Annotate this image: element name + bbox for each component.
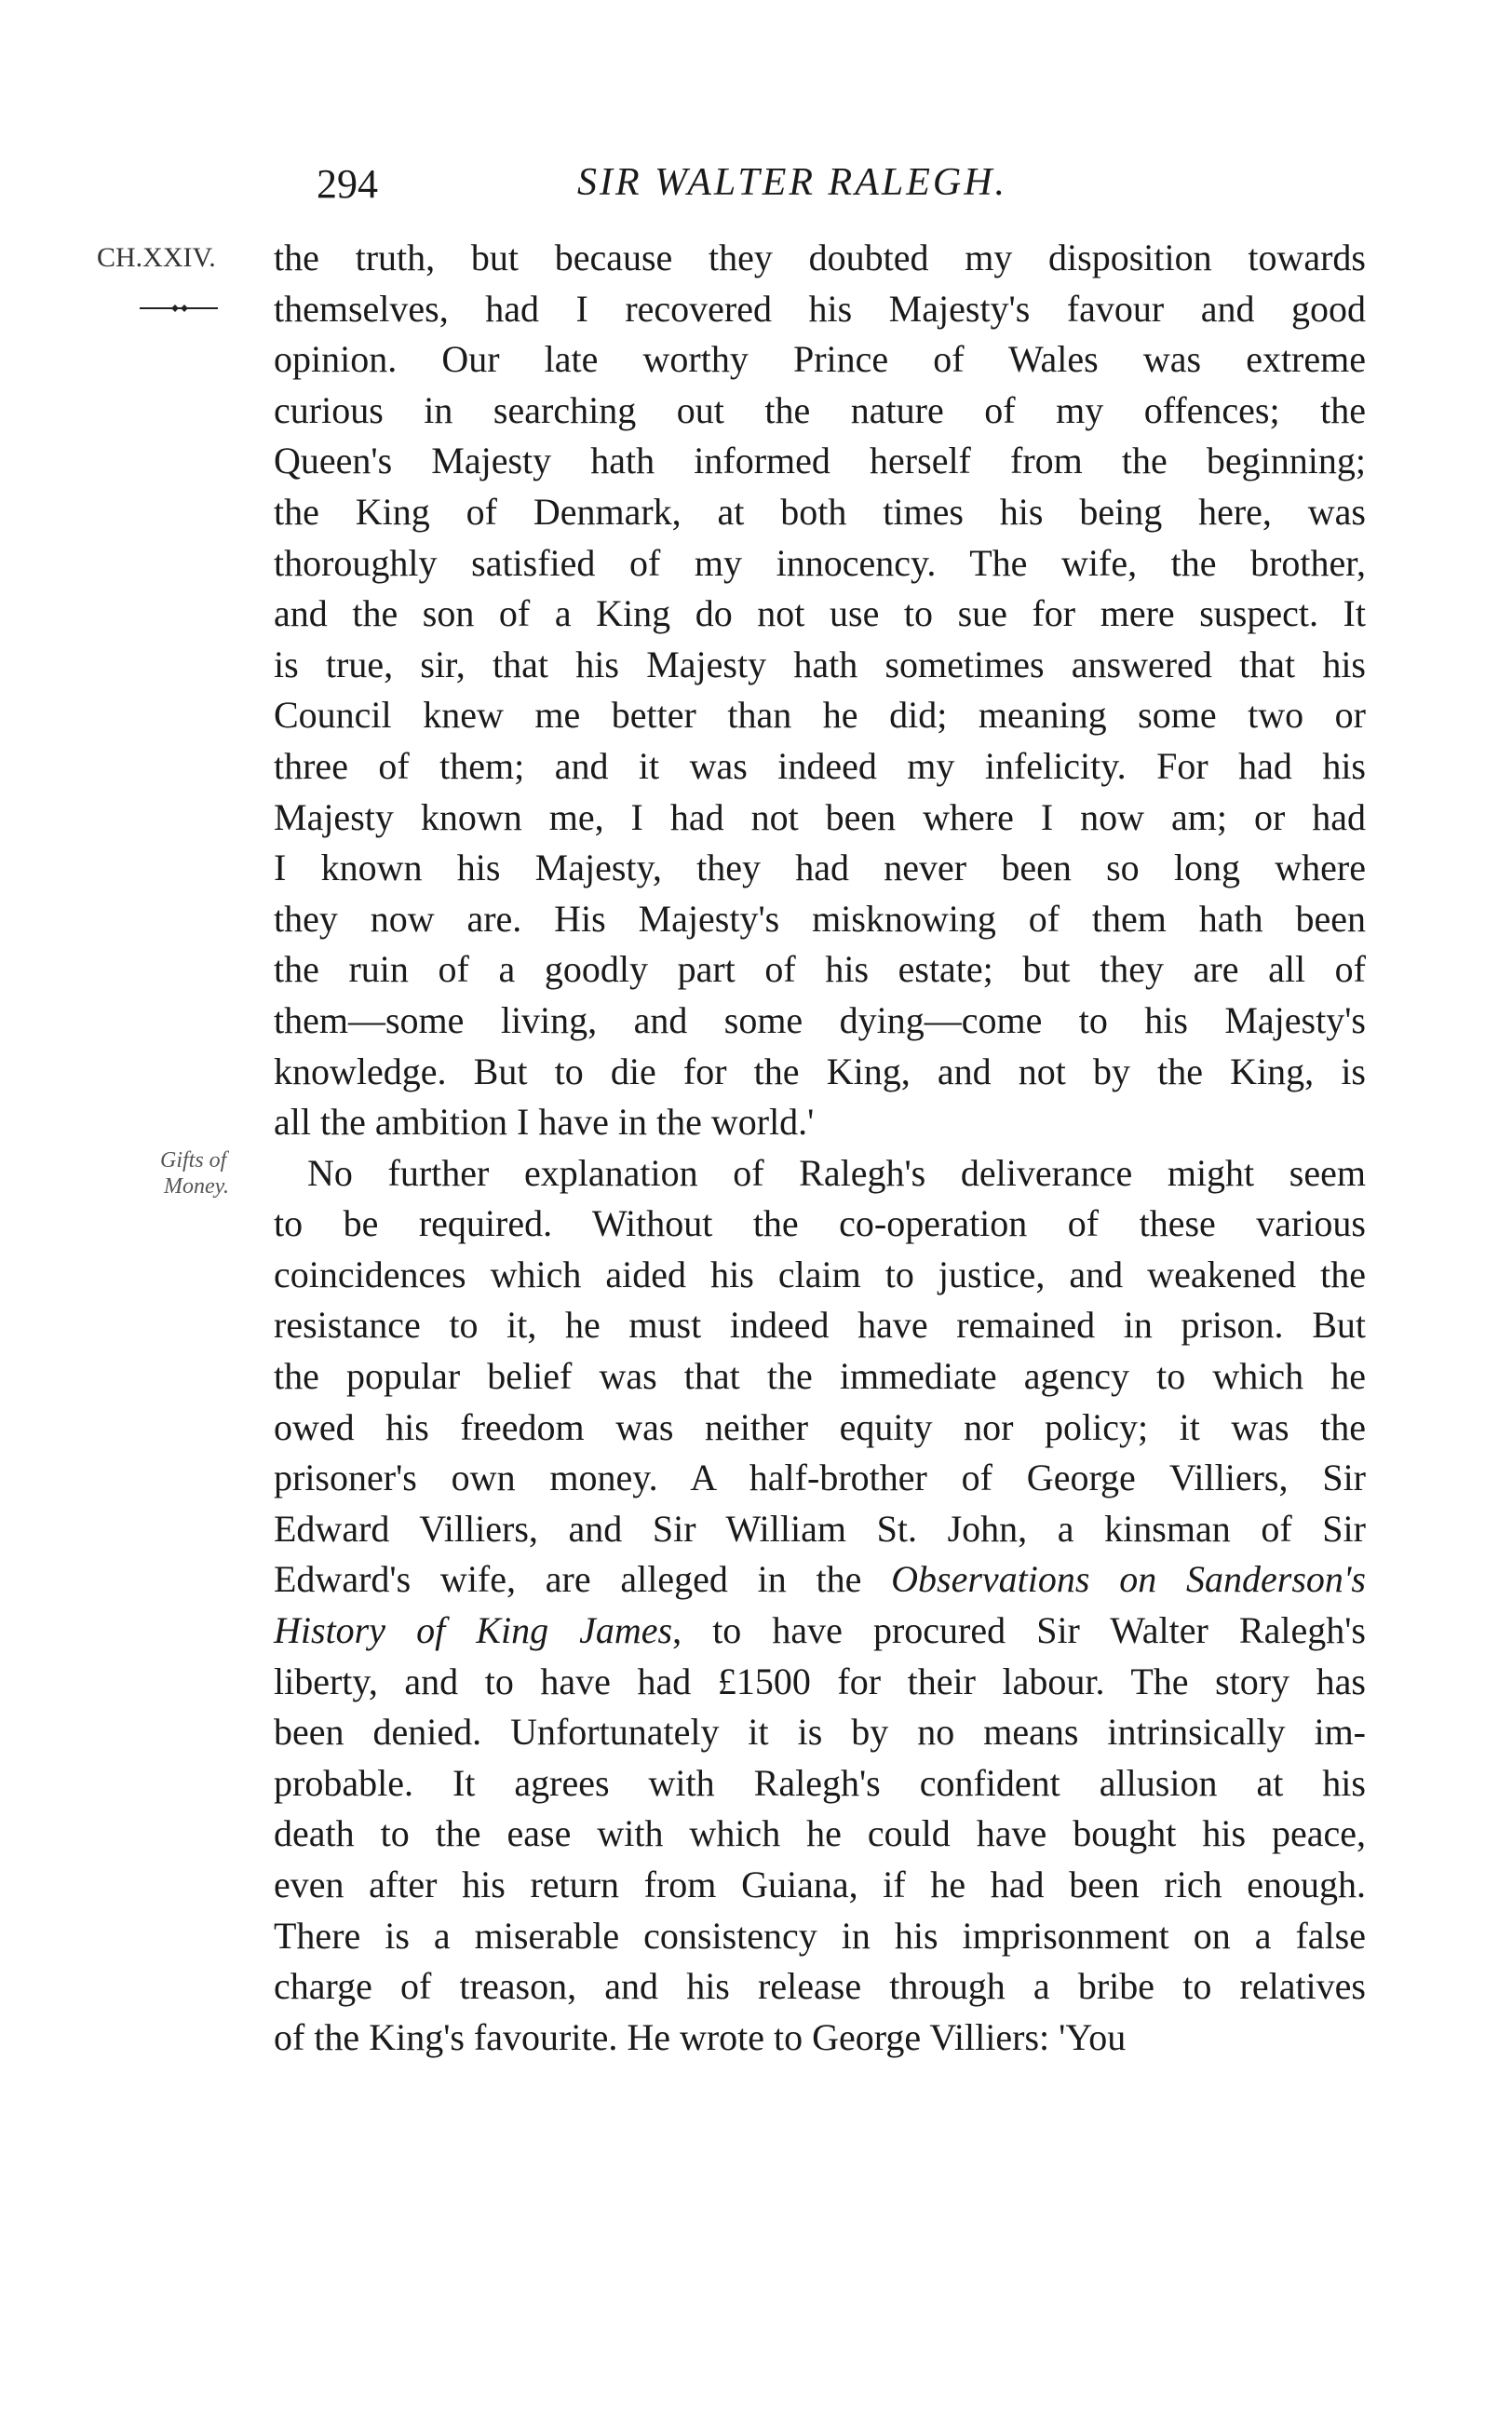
line-text: prisoner's own money. A half-brother of George Villiers, Sir [274,1457,1366,1499]
line-text: Edward Villiers, and Sir William St. John, a kinsman of Sir [274,1507,1366,1550]
italic-title-text: Observations on Sanderson's [891,1558,1366,1601]
text-line [274,1809,1366,1860]
line-text: coincidences which aided his claim to justice, and weakened the [274,1253,1366,1295]
text-line [274,1300,1366,1351]
side-note-line: Gifts of [160,1148,227,1173]
line-text: No further explanation of Ralegh's deliverance might seem [307,1151,1366,1194]
line-text: been denied. Unfortunately it is by no means intrinsically im- [274,1711,1366,1754]
text-line [274,1250,1366,1301]
text-line [274,1148,1366,1200]
line-text: the King of Denmark, at both times his being here, was [274,490,1366,533]
text-line [274,487,1366,538]
text-line [274,284,1366,335]
text-line [274,1351,1366,1403]
text-line [274,996,1366,1047]
ornament-icon [140,304,218,313]
line-text: is true, sir, that his Majesty hath sometimes answered that his [274,643,1366,685]
text-line [274,793,1366,844]
line-text: even after his return from Guiana, if he had been rich enough. [274,1864,1366,1905]
line-text: I known his Majesty, they had never been so long where [274,847,1366,889]
text-line [274,1606,1366,1657]
line-text: liberty, and to have had £1500 for their labour. The story has [274,1660,1366,1702]
text-line [274,233,1366,284]
line-text: the truth, but because they doubted my disposition towards [274,237,1366,278]
line-text: Council knew me better than he did; meaning some two or [274,694,1366,737]
line-text: them—some living, and some dying—come to his Majesty's [274,998,1366,1041]
line-text: resistance to it, he must indeed have remained in prison. But [274,1304,1366,1347]
text-line [274,1860,1366,1911]
text-line [274,1758,1366,1810]
line-text: There is a miserable consistency in his imprisonment on a false [274,1914,1366,1957]
text-line [274,944,1366,996]
line-text: , to have procured Sir Walter Ralegh's [672,1609,1366,1652]
line-text: owed his freedom was neither equity nor policy; it was the [274,1405,1366,1448]
text-line [274,334,1366,386]
text-line [274,538,1366,590]
text-line [274,1961,1366,2013]
italic-title-text: History of King James [274,1609,673,1652]
line-text: they now are. His Majesty's misknowing of them hath been [274,897,1366,940]
line-text: knowledge. But to die for the King, and not by the King, is [274,1050,1366,1092]
text-line [274,894,1366,945]
line-text: the ruin of a goodly part of his estate; but they are all of [274,948,1366,991]
line-text: Edward's wife, are alleged in the [274,1558,892,1601]
text-line [274,589,1366,640]
text-line [274,843,1366,894]
line-text: thoroughly satisfied of my innocency. The wife, the brother, [274,541,1366,584]
line-text: of the King's favourite. He wrote to George Villiers: 'You [274,2015,1127,2058]
text-line [274,1504,1366,1555]
line-text: the popular belief was that the immediate agency to which he [274,1355,1366,1398]
line-text: and the son of a King do not use to sue for mere suspect. It [274,592,1366,635]
line-text: death to the ease with which he could have bought his peace, [274,1812,1366,1855]
text-line [274,1657,1366,1708]
text-line [274,2013,1366,2064]
line-text: opinion. Our late worthy Prince of Wales was extreme [274,338,1366,381]
text-line [274,386,1366,437]
line-text: probable. It agrees with Ralegh's confident allusion at his [274,1761,1366,1804]
line-text: curious in searching out the nature of my offences; the [274,388,1366,431]
text-line [274,1453,1366,1504]
side-note-line: Money. [164,1174,229,1199]
text-line [274,436,1366,487]
text-line [274,1554,1366,1606]
page-number: 294 [317,161,378,207]
body-text [274,233,1366,2063]
line-text: all the ambition I have in the world.' [274,1101,815,1144]
text-line [274,1199,1366,1250]
side-note [160,1147,229,1200]
line-text: themselves, had I recovered his Majesty's favour and good [274,287,1366,330]
text-line [274,741,1366,793]
chapter-marker: CH.XXIV. [97,242,216,273]
text-line [274,1707,1366,1758]
line-text: charge of treason, and his release through a bribe to relatives [274,1965,1366,2008]
text-line [274,640,1366,691]
text-line [274,1097,1366,1148]
line-text: Queen's Majesty hath informed herself from the beginning; [274,440,1366,482]
text-line [274,690,1366,741]
running-title: SIR WALTER RALEGH. [577,161,1008,204]
line-text: to be required. Without the co-operation of these various [274,1202,1366,1245]
text-line [274,1403,1366,1454]
line-text: Majesty known me, I had not been where I now am; or had [274,795,1366,838]
text-line [274,1911,1366,1962]
text-line [274,1047,1366,1098]
line-text: three of them; and it was indeed my infelicity. For had his [274,744,1366,787]
